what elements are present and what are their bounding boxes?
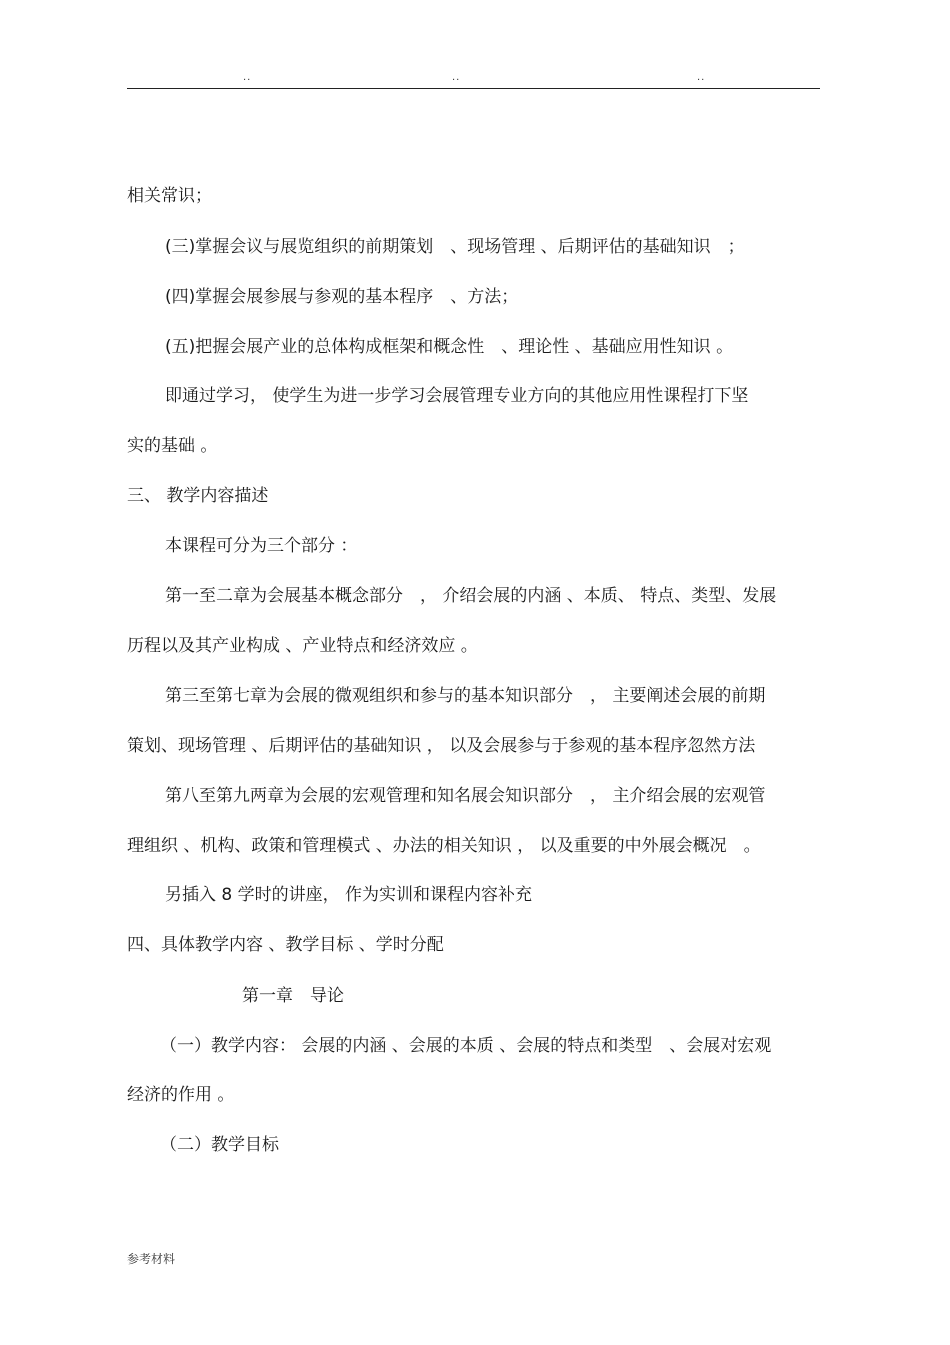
body-line-08: 本课程可分为三个部分 ： (165, 536, 358, 556)
section-heading-3: 三、 教学内容描述 (127, 486, 269, 506)
body-line-10: 历程以及其产业构成 、产业特点和经济效应 。 (127, 636, 478, 656)
header-dots-left: .. (243, 72, 252, 83)
body-line-15: 另插入 8 学时的讲座， 作为实训和课程内容补充 (165, 885, 533, 905)
body-line-20: （二）教学目标 (160, 1135, 279, 1155)
body-line-14: 理组织 、机构、政策和管理模式 、办法的相关知识 ， 以及重要的中外展会概况 。 (127, 836, 761, 856)
header-dots-right: .. (697, 72, 706, 83)
body-line-12: 策划、现场管理 、后期评估的基础知识 ， 以及会展参与于参观的基本程序忽然方法 (127, 736, 756, 756)
chapter-title: 第一章 导论 (242, 986, 344, 1006)
body-line-02: (三)掌握会议与展览组织的前期策划 、现场管理 、后期评估的基础知识 ； (165, 237, 745, 257)
body-line-05: 即通过学习， 使学生为进一步学习会展管理专业方向的其他应用性课程打下坚 (165, 386, 749, 406)
body-line-13: 第八至第九两章为会展的宏观管理和知名展会知识部分 ， 主介绍会展的宏观管 (165, 786, 766, 806)
body-line-18: （一）教学内容： 会展的内涵 、会展的本质 、会展的特点和类型 、会展对宏观 (160, 1036, 772, 1056)
body-line-09: 第一至二章为会展基本概念部分 ， 介绍会展的内涵 、本质、 特点、类型、发展 (165, 586, 777, 606)
body-line-03: (四)掌握会展参展与参观的基本程序 、方法； (165, 287, 519, 307)
body-line-11: 第三至第七章为会展的微观组织和参与的基本知识部分 ， 主要阐述会展的前期 (165, 686, 766, 706)
header-dots-center: .. (452, 72, 461, 83)
body-line-04: (五)把握会展产业的总体构成框架和概念性 、理论性 、基础应用性知识 。 (165, 337, 734, 357)
body-line-01: 相关常识； (127, 186, 212, 206)
header-rule (127, 88, 820, 89)
footer-label: 参考材料 (127, 1252, 176, 1266)
body-line-19: 经济的作用 。 (127, 1085, 235, 1105)
section-heading-4: 四、具体教学内容 、教学目标 、学时分配 (127, 935, 444, 955)
body-line-06: 实的基础 。 (127, 436, 218, 456)
